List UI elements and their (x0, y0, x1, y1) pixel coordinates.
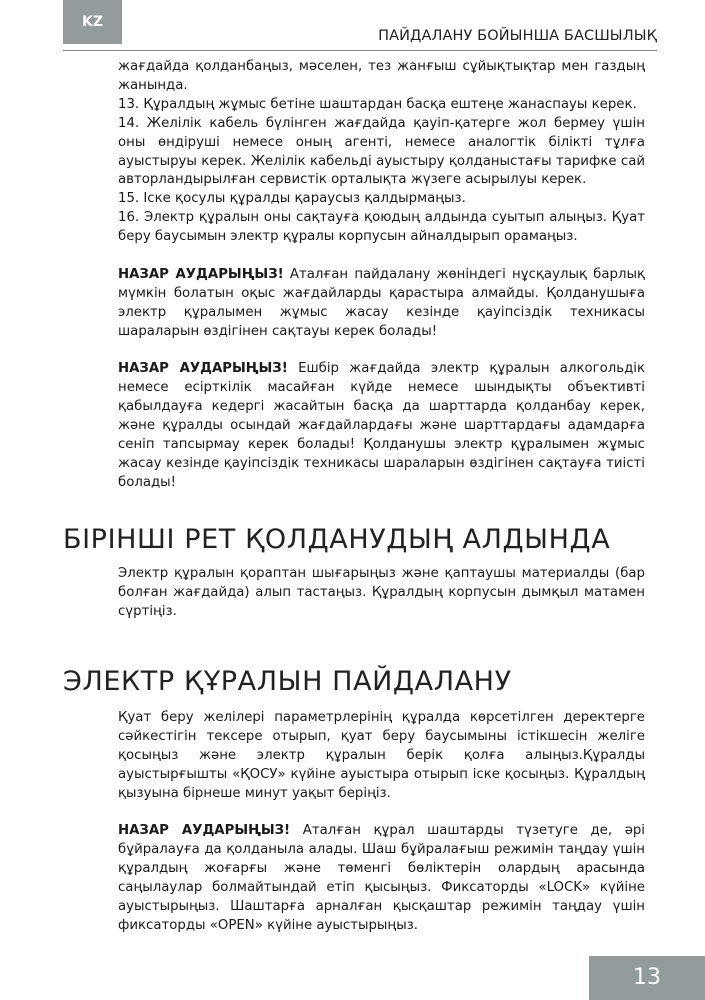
section-heading-first-use: БІРІНШІ РЕТ ҚОЛДАНУДЫҢ АЛДЫНДА (63, 524, 611, 555)
attention-text: Ешбір жағдайда электр құралын алкогольдік немесе есірткілік масайған күйде немесе шындықты объективті қабылдауға кедергі жасайтын басқа да шарттарда қолданбау керек, және құралды осындай жағдайлардағы және шарттардағы адамдарға сеніп тапсырмау керек болады! Қолданушы электр құралымен жұмыс жасау кезінде қауіпсіздік техникасы шараларын өздігінен сақтауға тиісті болады! (118, 361, 645, 490)
attention-text: Аталған құрал шаштарды түзетуге де, әрі бұйралауға да қолданыла алады. Шаш бұйралағыш режимін таңдау үшін құралдың жоғарғы және төменгі бөліктерін олардың арасында саңылаулар болмайтындай етіп қысыңыз. Фиксаторды «LOCK» күйіне ауыстырыңыз. Шаштарға арналған қысқаштар режимін таңдау үшін фиксаторды «OPEN» күйіне ауыстырыңыз. (118, 823, 646, 933)
safety-item-12-continued: жағдайда қолданбаңыз, мәселен, тез жанғыш сұйықтықтар мен газдың жанында. (118, 59, 645, 93)
attention-label: НАЗАР АУДАРЫҢЫЗ! (118, 266, 284, 282)
language-tag: KZ (63, 0, 122, 44)
safety-item-16: 16. Электр құралын оны сақтауға қоюдың алдында суытып алыңыз. Қуат беру баусымын электр құралы корпусын айналдырып орамаңыз. (118, 210, 645, 245)
attention-note-1 (118, 266, 645, 342)
attention-label: НАЗАР АУДАРЫҢЫЗ! (118, 823, 291, 839)
attention-note-3 (118, 822, 645, 935)
safety-item-14: 14. Желілік кабель бүлінген жағдайда қауіп-қатерге жол бермеу үшін оны өндіруші немесе оның агенті, немесе аналогтік білікті тұлға ауыстыруы керек. Желілік кабельді ауыстыру қолданыстағы тарифке сай авторландырылған сервистік орталықта жүзеге асырылуы керек. (118, 115, 645, 188)
usage-block (118, 709, 645, 936)
first-use-text: Электр құралын қораптан шығарыңыз және қаптаушы материалды (бар болған жағдайда) алып тастаңыз. Құралдың корпусын дымқыл матамен сүртіңіз. (118, 566, 645, 619)
header-title: ПАЙДАЛАНУ БОЙЫНША БАСШЫЛЫҚ (378, 28, 657, 44)
first-use-block (118, 565, 645, 622)
usage-text: Қуат беру желілері параметрлерінің құралда көрсетілген деректерге сәйкестігін тексере отырып, қуат беру баусымыны істікшесін желіге қосыңыз және электр құралын берік қолға алыңыз.Құралды ауыстырғышты «ҚОСУ» күйіне ауыстыра отырып іске қосыңыз. Құралдың қызуына бірнеше минут уақыт беріңіз. (118, 710, 645, 801)
safety-item-13: 13. Құралдың жұмыс бетіне шаштардан басқа ештеңе жанаспауы керек. (118, 96, 637, 112)
attention-label: НАЗАР АУДАРЫҢЫЗ! (118, 361, 288, 377)
safety-rules-block (118, 58, 645, 493)
attention-text: Аталған пайдалану жөніндегі нұсқаулық барлық мүмкін болатын оқыс жағдайларды қарастыра алмайды. Қолданушыға электр құралымен жұмыс жасау кезінде қауіпсіздік техникасы шараларын өздігінен сақтауы керек болады! (118, 266, 645, 339)
section-heading-usage: ЭЛЕКТР ҚҰРАЛЫН ПАЙДАЛАНУ (63, 666, 512, 697)
attention-note-2 (118, 360, 645, 492)
header-divider (63, 50, 657, 51)
page-number: 13 (589, 956, 705, 1000)
safety-item-15: 15. Іске қосулы құралды қараусыз қалдырмаңыз. (118, 191, 466, 207)
